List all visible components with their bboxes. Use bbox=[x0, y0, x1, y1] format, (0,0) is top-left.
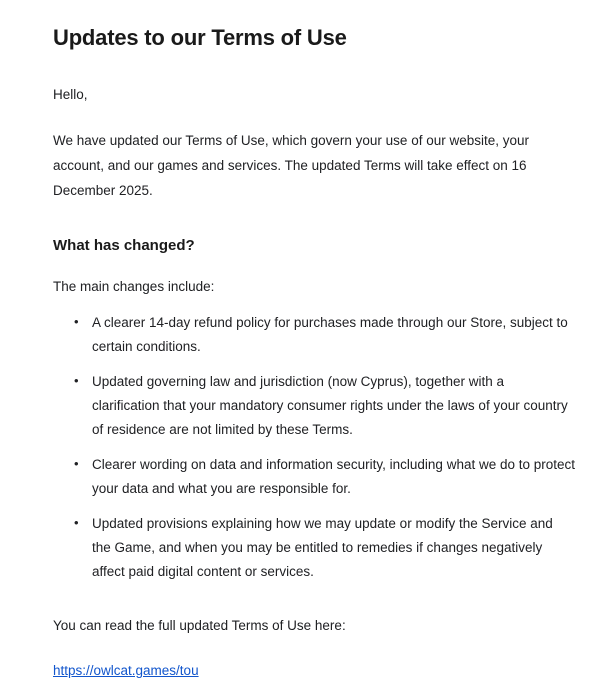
list-item: • Updated provisions explaining how we may update or modify the Service and the Game, and when you may be entitled to remedies if changes negatively affect paid digital content or services. bbox=[74, 512, 575, 584]
list-item: • A clearer 14-day refund policy for purchases made through our Store, subject to certain conditions. bbox=[74, 311, 575, 359]
list-item: • Updated governing law and jurisdiction (now Cyprus), together with a clarification that your mandatory consumer rights under the laws of your country of residence are not limited by these Terms. bbox=[74, 370, 575, 442]
closing-paragraph: You can read the full updated Terms of Use here: bbox=[53, 618, 346, 633]
lead-in-paragraph: The main changes include: bbox=[53, 279, 215, 294]
list-item: • Clearer wording on data and information security, including what we do to protect your data and what you are responsible for. bbox=[74, 453, 575, 501]
page-title: Updates to our Terms of Use bbox=[53, 25, 347, 50]
intro-paragraph: We have updated our Terms of Use, which govern your use of our website, your account, and our games and services. The updated Terms will take effect on 16 December 2025. bbox=[53, 133, 530, 198]
changes-list bbox=[53, 311, 575, 584]
greeting-paragraph: Hello, bbox=[53, 87, 88, 102]
terms-of-use-link[interactable]: https://owlcat.games/tou bbox=[53, 663, 199, 678]
section-heading-what-has-changed: What has changed? bbox=[53, 237, 195, 254]
